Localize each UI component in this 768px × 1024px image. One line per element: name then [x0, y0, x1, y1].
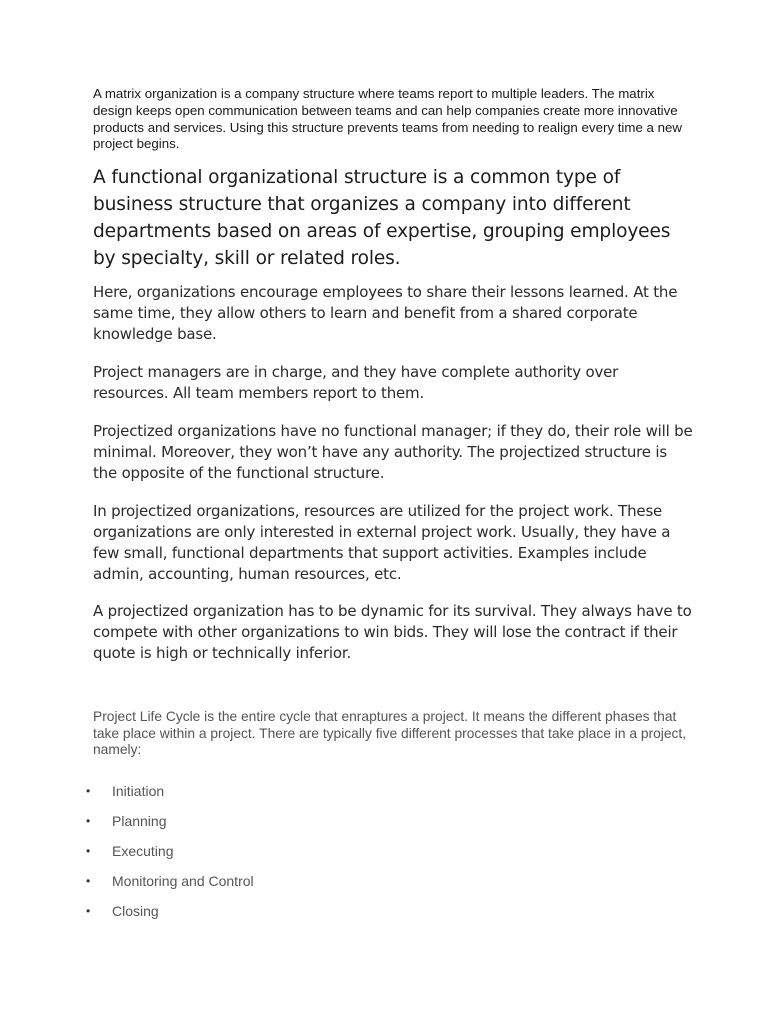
phase-monitoring-and-control: Monitoring and Control [112, 873, 254, 889]
paragraph-lessons-learned: Here, organizations encourage employees to share their lessons learned. At the same time, they allow others to learn and benefit from a shared corporate knowledge base. [93, 283, 678, 343]
bullet-icon: • [86, 814, 91, 828]
paragraph-projectized-dynamic: A projectized organization has to be dynamic for its survival. They always have to compete with other organizations to win bids. They will lose the contract if their quote is high or technically inferior. [93, 602, 692, 662]
paragraph-functional-structure: A functional organizational structure is a common type of business structure that organizes a company into different departments based on areas of expertise, grouping employees by specialty, skill or related roles. [93, 167, 671, 269]
phase-executing: Executing [112, 843, 174, 859]
paragraph-project-managers: Project managers are in charge, and they have complete authority over resources. All team members report to them. [93, 363, 619, 402]
phase-initiation: Initiation [112, 783, 165, 799]
paragraph-projectized-no-manager: Projectized organizations have no functional manager; if they do, their role will be minimal. Moreover, they won’t have any authority. The projectized structure is the opposite of the functional structure. [93, 422, 693, 482]
phase-closing: Closing [112, 903, 159, 919]
bullet-icon: • [86, 844, 91, 858]
phase-planning: Planning [112, 813, 167, 829]
paragraph-project-life-cycle: Project Life Cycle is the entire cycle that enraptures a project. It means the different phases that take place within a project. There are typically five different processes that take place in a project, namely: [93, 709, 687, 757]
bullet-icon: • [86, 904, 91, 918]
paragraph-matrix-organization: A matrix organization is a company structure where teams report to multiple leaders. The matrix design keeps open communication between teams and can help companies create more innovative products and services. Using this structure prevents teams from needing to realign every time a new project begins. [93, 86, 683, 152]
bullet-icon: • [86, 874, 91, 888]
paragraph-projectized-resources: In projectized organizations, resources are utilized for the project work. These organizations are only interested in external project work. Usually, they have a few small, functional departments that support activities. Examples include admin, accounting, human resources, etc. [93, 502, 671, 583]
bullet-icon: • [86, 784, 91, 798]
